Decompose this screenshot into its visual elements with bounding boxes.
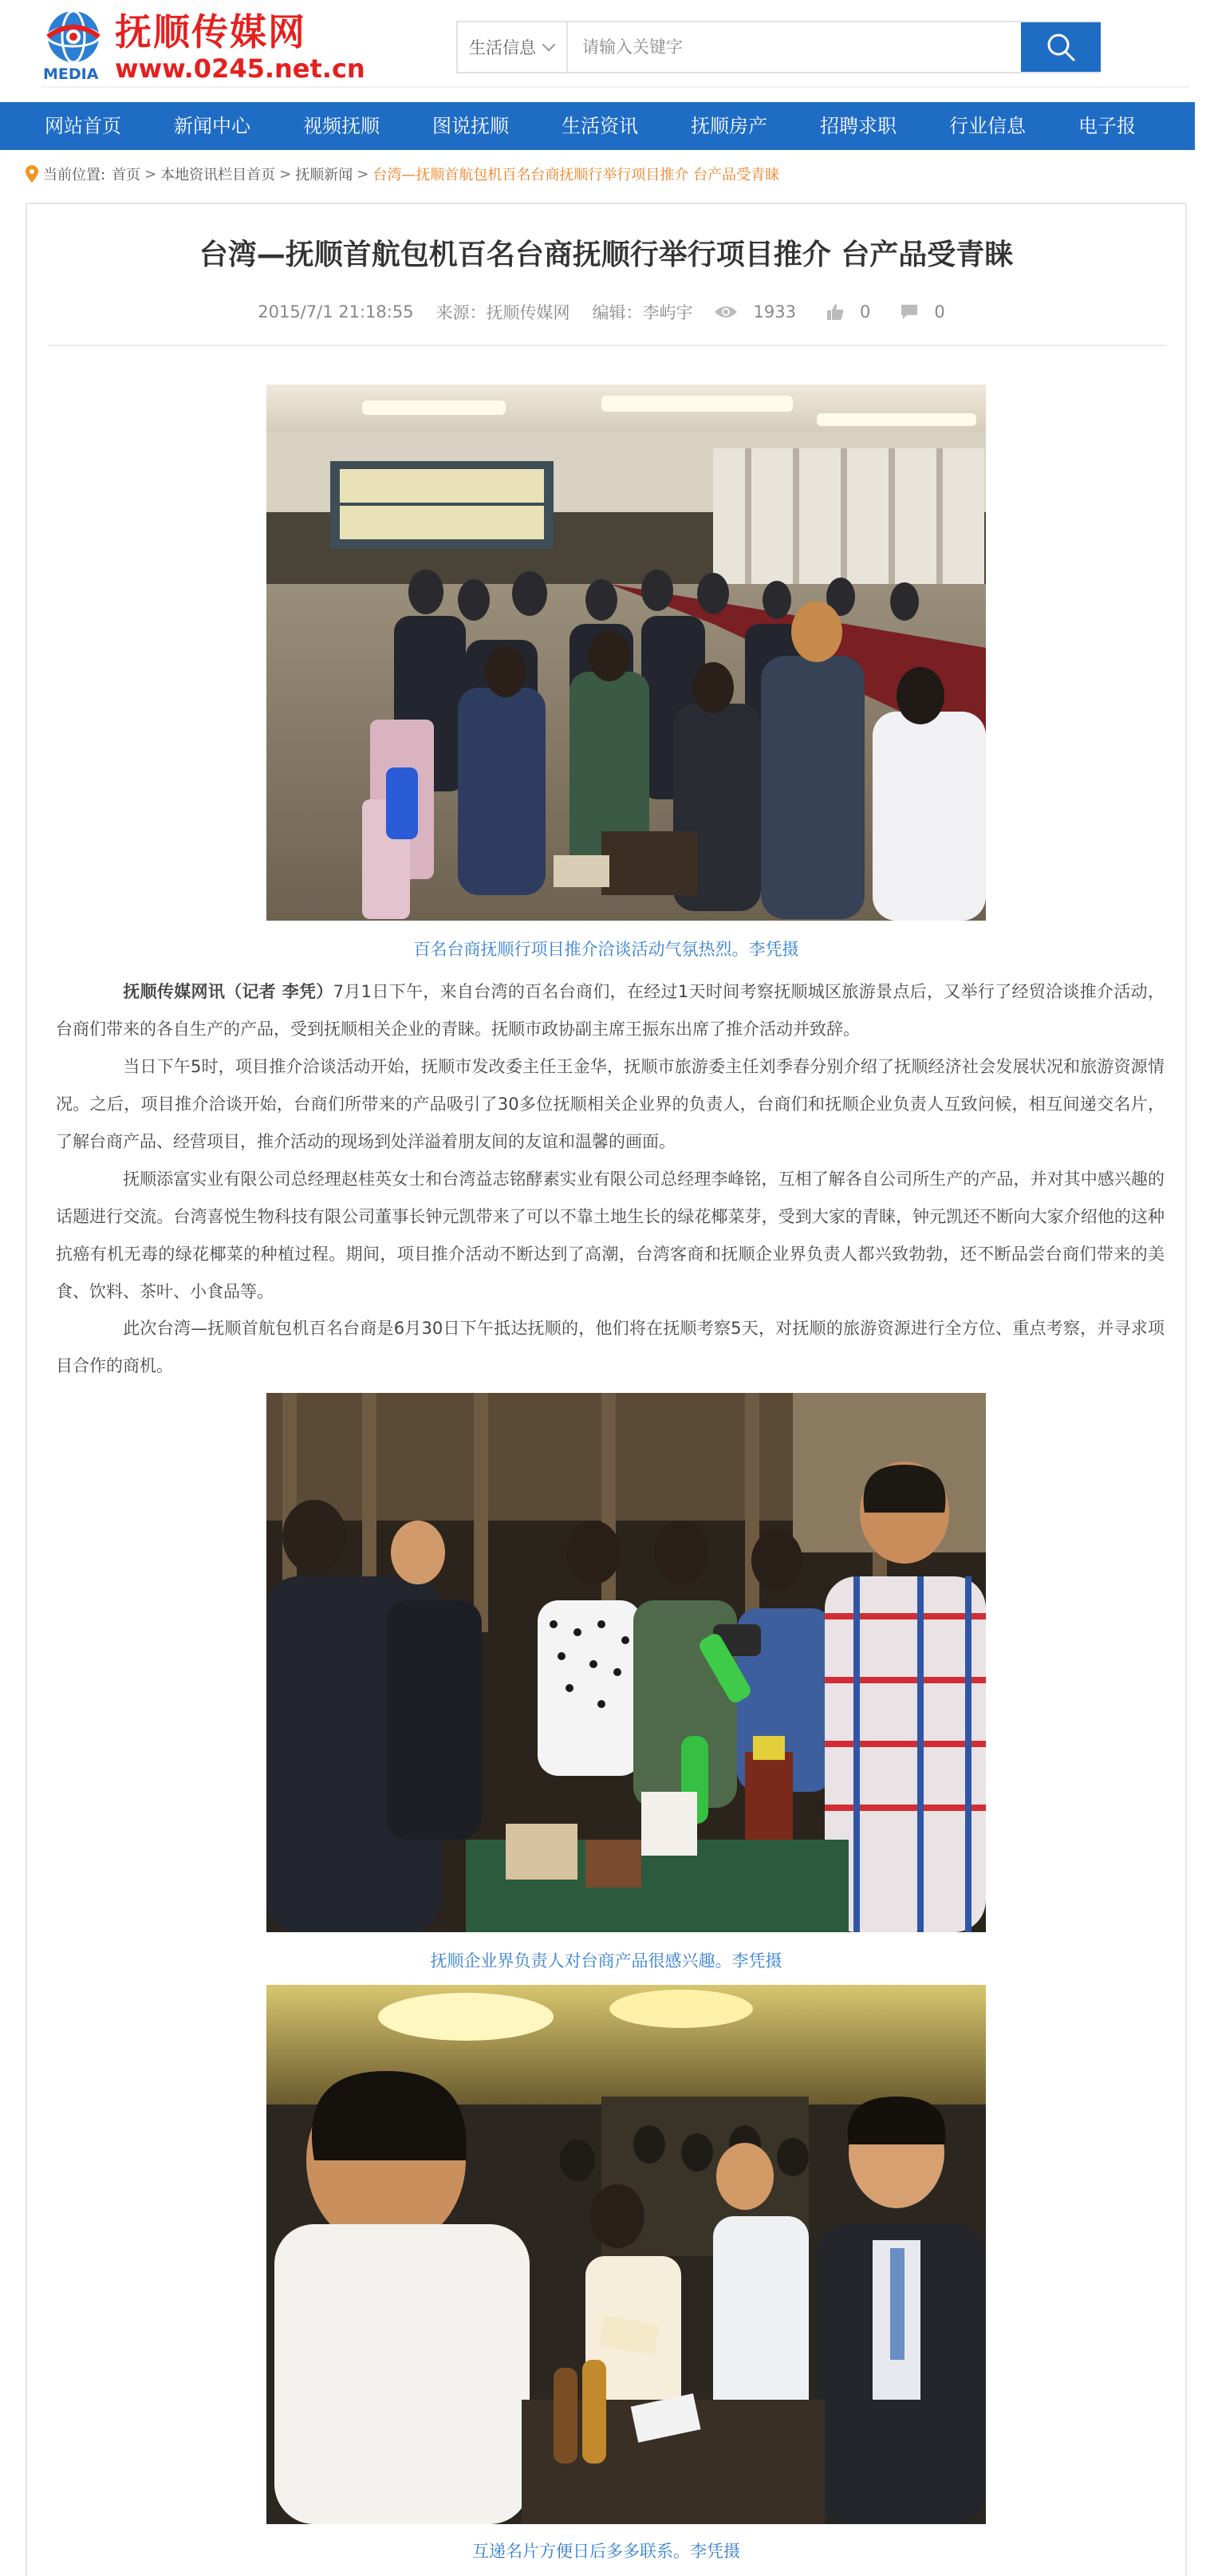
- search-icon: [1045, 31, 1077, 63]
- nav-item-life[interactable]: 生活资讯: [562, 115, 638, 137]
- breadcrumb-separator: >: [279, 165, 292, 183]
- nav-item-jobs[interactable]: 招聘求职: [820, 115, 897, 137]
- search-category-label: 生活信息: [469, 38, 536, 57]
- article-paragraph-4: [56, 1310, 1165, 1385]
- article-meta: [27, 300, 1185, 324]
- header-divider: [41, 86, 1190, 88]
- breadcrumb-local-news[interactable]: 本地资讯栏目首页: [160, 167, 276, 183]
- article-date: 2015/7/1 21:18:55: [258, 302, 414, 322]
- logo-url: www.0245.net.cn: [115, 53, 365, 84]
- nav-item-home[interactable]: 网站首页: [45, 115, 121, 137]
- nav-item-realestate[interactable]: 抚顺房产: [691, 115, 767, 137]
- article-title: 台湾—抚顺首航包机百名台商抚顺行举行项目推介 台产品受青睐: [199, 239, 1014, 271]
- photo-caption-3: 互递名片方便日后多多联系。李凭摄: [472, 2542, 740, 2561]
- breadcrumb-separator: >: [144, 165, 157, 183]
- article-paragraph-4-text: 此次台湾—抚顺首航包机百名台商是6月30日下午抵达抚顺的，他们将在抚顺考察5天，对抚顺的旅游资源进行全方位、重点考察，并寻求项目合作的商机。: [56, 1319, 1165, 1375]
- product-tasting-photo: [266, 1393, 986, 1932]
- eye-icon: [714, 305, 738, 319]
- article-paragraph-1: [56, 973, 1165, 1048]
- nav-item-photos[interactable]: 图说抚顺: [432, 115, 509, 137]
- nav-item-news[interactable]: 新闻中心: [174, 115, 250, 137]
- globe-logo-icon: [43, 10, 107, 67]
- views-count: 1933: [753, 302, 796, 322]
- site-header: [0, 0, 1206, 102]
- main-nav: [0, 102, 1195, 150]
- article-photo-1: [266, 385, 986, 921]
- thumbs-up-icon: [826, 303, 844, 321]
- photo-caption-2: 抚顺企业界负责人对台商产品很感兴趣。李凭摄: [430, 1951, 782, 1970]
- article-paragraph-3-text: 抚顺添富实业有限公司总经理赵桂英女士和台湾益志铭酵素实业有限公司总经理李峰铭，互相了解各自公司所生产的产品，并对其中感兴趣的话题进行交流。台湾喜悦生物科技有限公司董事长钟元凯带来了可以不靠土地生长的绿花椰菜芽，受到大家的青睐，钟元凯还不断向大家介绍他的这种抗癌有机无毒的绿花椰菜的种植过程。期间，项目推介活动不断达到了高潮，台湾客商和抚顺企业界负责人都兴致勃勃，还不断品尝台商们带来的美食、饮料、茶叶、小食品等。: [56, 1170, 1165, 1301]
- breadcrumb-current: 台湾—抚顺首航包机百名台商抚顺行举行项目推介 台产品受青睐: [372, 167, 780, 183]
- like-button[interactable]: [826, 302, 881, 322]
- search-category-select[interactable]: [458, 22, 568, 72]
- article-photo-3: [266, 1985, 986, 2524]
- likes-count: 0: [860, 302, 871, 322]
- photo-caption-1: 百名台商抚顺行项目推介洽谈活动气氛热烈。李凭摄: [413, 940, 799, 959]
- logo-title: 抚顺传媒网: [115, 10, 306, 53]
- nav-item-video[interactable]: 视频抚顺: [303, 115, 380, 137]
- comments-count: 0: [934, 302, 945, 322]
- article-paragraph-1-text: 7月1日下午，来自台湾的百名台商们，在经过1天时间考察抚顺城区旅游景点后，又举行了经贸洽谈推介活动，台商们带来的各自生产的产品，受到抚顺相关企业的青睐。抚顺市政协副主席王振东出席了推介活动并致辞。: [56, 982, 1165, 1039]
- article-panel: [26, 203, 1187, 2576]
- search-input[interactable]: [574, 22, 973, 72]
- comment-button[interactable]: [901, 302, 956, 322]
- article-paragraph-2: [56, 1048, 1165, 1161]
- location-pin-icon: [26, 165, 38, 183]
- chevron-down-icon: [542, 38, 556, 52]
- conference-hall-photo: [266, 385, 986, 921]
- article-paragraph-2-text: 当日下午5时，项目推介洽谈活动开始，抚顺市发改委主任王金华，抚顺市旅游委主任刘季春分别介绍了抚顺经济社会发展状况和旅游资源情况。之后，项目推介洽谈开始，台商们所带来的产品吸引了30多位抚顺相关企业界的负责人，台商们和抚顺企业负责人互致问候，相互间递交名片，了解台商产品、经营项目，推介活动的现场到处洋溢着朋友间的友谊和温馨的画面。: [56, 1057, 1165, 1151]
- nav-item-epaper[interactable]: 电子报: [1078, 115, 1136, 137]
- article-lead: 抚顺传媒网讯（记者 李凭）: [123, 982, 333, 1001]
- search-bar: [456, 21, 1101, 73]
- search-button[interactable]: [1021, 22, 1101, 72]
- comment-icon: [901, 304, 918, 320]
- breadcrumb-separator: >: [357, 165, 369, 183]
- breadcrumb: [26, 160, 779, 188]
- views-counter: [714, 302, 807, 322]
- article-photo-2: [266, 1393, 986, 1932]
- article-editor: 编辑：李屿宇: [592, 303, 693, 322]
- article-paragraph-3: [56, 1161, 1165, 1311]
- nav-item-industry[interactable]: 行业信息: [949, 115, 1026, 137]
- article-source: 来源：抚顺传媒网: [436, 303, 570, 322]
- breadcrumb-prefix: 当前位置:: [43, 167, 106, 183]
- site-logo[interactable]: [41, 10, 365, 86]
- breadcrumb-home[interactable]: 首页: [112, 167, 141, 183]
- card-exchange-photo: [266, 1985, 986, 2524]
- meta-divider: [48, 345, 1166, 346]
- logo-media-text: MEDIA: [43, 65, 99, 83]
- breadcrumb-fushun-news[interactable]: 抚顺新闻: [295, 167, 353, 183]
